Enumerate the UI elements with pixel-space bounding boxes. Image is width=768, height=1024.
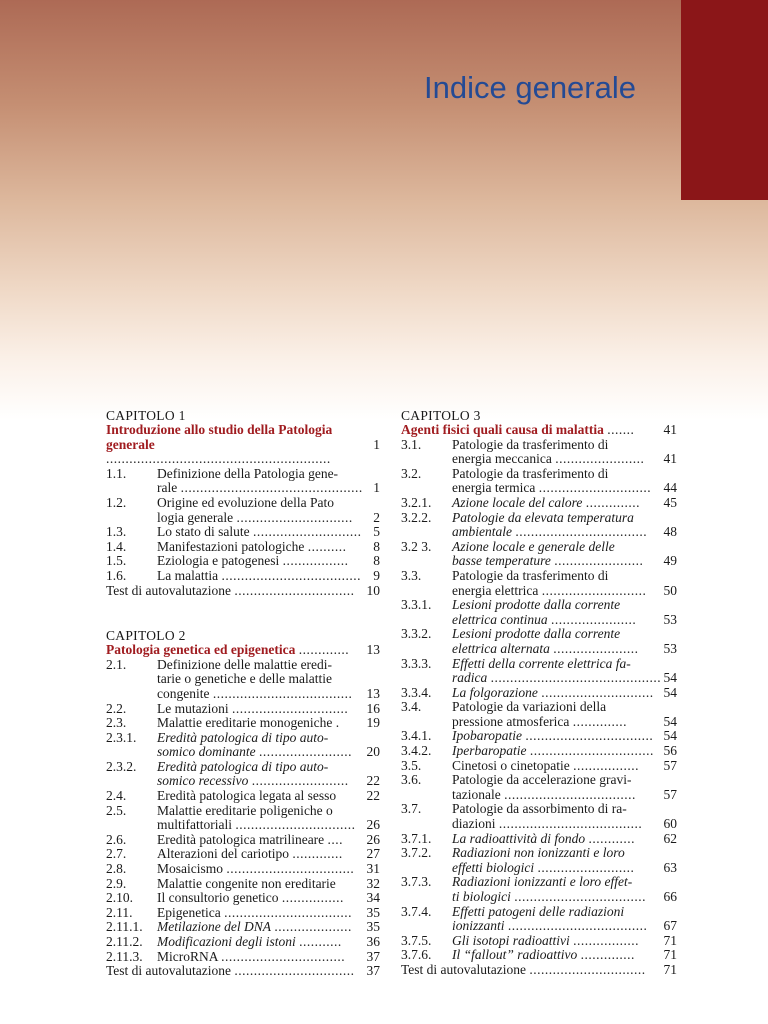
toc-test-2[interactable]: Test di autovalutazione ............................... 37 xyxy=(106,963,380,979)
toc-entry-2-11-1[interactable]: 2.11.1. Metilazione del DNA .................... 35 xyxy=(106,919,380,935)
chapter-2-label: CAPITOLO 2 xyxy=(106,628,186,644)
toc-entry-3-4-2[interactable]: 3.4.2. Iperbaropatie ................................ 56 xyxy=(401,743,677,759)
toc-entry-1-1[interactable]: 1.1. Definizione della Patologia gene- xyxy=(106,465,339,481)
toc-entry-3-2-3[interactable]: 3.2 3. Azione locale e generale delle xyxy=(401,538,615,554)
toc-entry-3-6[interactable]: 3.6. Patologie da accelerazione gravi- xyxy=(401,772,632,788)
toc-entry-3-5[interactable]: 3.5. Cinetosi o cinetopatie ................. 57 xyxy=(401,757,677,773)
toc-entry-2-1[interactable]: 2.1. Definizione delle malattie eredi- xyxy=(106,656,333,672)
toc-entry-3-7-5[interactable]: 3.7.5. Gli isotopi radioattivi ................. 71 xyxy=(401,932,677,948)
accent-red-block xyxy=(681,0,768,200)
toc-entry-3-3-2[interactable]: 3.3.2. Lesioni prodotte dalla corrente xyxy=(401,626,621,642)
toc-entry-3-2-2[interactable]: 3.2.2. Patologie da elevata temperatura xyxy=(401,509,634,525)
toc-entry-2-4[interactable]: 2.4. Eredità patologica legata al sesso 22 xyxy=(106,788,380,804)
toc-entry-3-7-3[interactable]: 3.7.3. Radiazioni ionizzanti e loro effet- xyxy=(401,874,633,890)
chapter-3-label: CAPITOLO 3 xyxy=(401,408,481,423)
toc-entry-2-11-3[interactable]: 2.11.3. MicroRNA ................................ 37 xyxy=(106,948,380,964)
page-title: Indice generale xyxy=(424,70,636,105)
toc-entry-2-5[interactable]: 2.5. Malattie ereditarie poligeniche o xyxy=(106,802,333,818)
toc-entry-3-7[interactable]: 3.7. Patologie da assorbimento di ra- xyxy=(401,801,627,817)
toc-entry-3-3[interactable]: 3.3. Patologie da trasferimento di xyxy=(401,567,609,583)
toc-entry-3-2-1[interactable]: 3.2.1. Azione locale del calore .............. 45 xyxy=(401,494,677,510)
toc-entry-2-11[interactable]: 2.11. Epigenetica ................................. 35 xyxy=(106,904,380,920)
toc-column-left: CAPITOLO 1 Introduzione allo studio della Patologia generale .......................................................... 1 1.1. Definizione della Patologia gene- rale ............................................... 1 1.2. Origine ed evoluzione della Pato logia generale .............................. 2 1.3. Lo stato di salute ............................ 5 1.4. Manifestazioni patologiche .......... 8 1.5. Eziologia e patogenesi ................. 8 1.6. La malattia .................................... 9 Test di autovalutazione ............................... 10 CAPITOLO 2 Patologia genetica ed epigenetica ............. 13 2.1. Definizione delle malattie eredi- tarie o genetiche e delle malattie congenite .................................... 13 2.2. Le mutazioni .............................. 16 2.3. Malattie ereditarie monogeniche . 19 2.3.1. Eredità patologica di tipo auto- somico dominante ........................ 20 2.3.2. Eredità patologica di tipo auto- somico recessivo ......................... 22 2.4. Eredità patologica legata al sesso 22 2.5. Malattie ereditarie poligeniche o multifattoriali ............................... 26 2.6. Eredità patologica matrilineare .... 26 2.7. Alterazioni del cariotipo ............. 27 2.8. Mosaicismo ................................. 31 2.9. Malattie congenite non ereditarie 32 2.10. Il consultorio genetico ................ 34 2.11. Epigenetica ................................. 35 2.11.1. Metilazione del DNA .................... 35 2.11.2. Modificazioni degli istoni ........... 36 2.11.3. MicroRNA ................................ 37 Test di autovalutazione ............................... 37 xyxy=(106,408,380,979)
toc-entry-3-7-2[interactable]: 3.7.2. Radiazioni non ionizzanti e loro xyxy=(401,845,625,861)
toc-entry-2-6[interactable]: 2.6. Eredità patologica matrilineare .... 26 xyxy=(106,831,380,847)
toc-entry-3-2[interactable]: 3.2. Patologie da trasferimento di xyxy=(401,465,609,481)
toc-entry-3-3-3[interactable]: 3.3.3. Effetti della corrente elettrica fa- xyxy=(401,655,631,671)
chapter-2-title[interactable]: Patologia genetica ed epigenetica ............. 13 xyxy=(106,642,380,658)
toc-entry-2-10[interactable]: 2.10. Il consultorio genetico ................ 34 xyxy=(106,890,380,906)
header-gradient-band xyxy=(0,0,768,420)
toc-entry-1-6[interactable]: 1.6. La malattia .................................... 9 xyxy=(106,567,380,583)
toc-entry-2-3-2[interactable]: 2.3.2. Eredità patologica di tipo auto- xyxy=(106,758,329,774)
toc-entry-1-3[interactable]: 1.3. Lo stato di salute ............................ 5 xyxy=(106,524,380,540)
toc-test-1[interactable]: Test di autovalutazione ............................... 10 xyxy=(106,582,380,598)
toc-entry-1-5[interactable]: 1.5. Eziologia e patogenesi ................. 8 xyxy=(106,553,380,569)
toc-entry-1-2[interactable]: 1.2. Origine ed evoluzione della Pato xyxy=(106,494,334,510)
toc-entry-2-3-1[interactable]: 2.3.1. Eredità patologica di tipo auto- xyxy=(106,729,329,745)
toc-entry-3-7-1[interactable]: 3.7.1. La radioattività di fondo ............ 62 xyxy=(401,830,677,846)
toc-entry-2-9[interactable]: 2.9. Malattie congenite non ereditarie 32 xyxy=(106,875,380,891)
toc-entry-3-4[interactable]: 3.4. Patologie da variazioni della xyxy=(401,699,607,715)
toc-test-3[interactable]: Test di autovalutazione .............................. 71 xyxy=(401,961,677,977)
toc-entry-2-7[interactable]: 2.7. Alterazioni del cariotipo ............. 27 xyxy=(106,846,380,862)
toc-entry-1-4[interactable]: 1.4. Manifestazioni patologiche .......... 8 xyxy=(106,538,380,554)
toc-entry-3-7-4[interactable]: 3.7.4. Effetti patogeni delle radiazioni xyxy=(401,903,625,919)
chapter-3-title[interactable]: Agenti fisici quali causa di malattia ....... 41 xyxy=(401,422,677,437)
toc-entry-3-1[interactable]: 3.1. Patologie da trasferimento di xyxy=(401,436,609,452)
chapter-1-label: CAPITOLO 1 xyxy=(106,408,186,423)
toc-entry-2-3[interactable]: 2.3. Malattie ereditarie monogeniche . 19 xyxy=(106,715,380,731)
toc-entry-2-8[interactable]: 2.8. Mosaicismo ................................. 31 xyxy=(106,861,380,877)
toc-entry-2-2[interactable]: 2.2. Le mutazioni .............................. 16 xyxy=(106,700,380,716)
page-number: 1 xyxy=(373,436,380,452)
chapter-1-title[interactable]: Introduzione allo studio della Patologia xyxy=(106,422,333,437)
chapter-1-title-cont[interactable]: generale .......................................................... 1 xyxy=(106,436,380,467)
toc-entry-3-7-6[interactable]: 3.7.6. Il “fallout” radioattivo .............. 71 xyxy=(401,947,677,963)
toc-entry-3-3-4[interactable]: 3.3.4. La folgorazione ............................. 54 xyxy=(401,684,677,700)
toc-column-right: CAPITOLO 3 Agenti fisici quali causa di malattia ....... 41 3.1. Patologie da trasferimento di energia meccanica ....................... 41 3.2. Patologie da trasferimento di energia termica ............................. 44 3.2.1. Azione locale del calore .............. 45 3.2.2. Patologie da elevata temperatura ambientale .................................. 48 3.2 3. Azione locale e generale delle basse temperature ....................... 49 3.3. Patologie da trasferimento di energia elettrica ........................... 50 3.3.1. Lesioni prodotte dalla corrente elettrica continua ...................... 53 3.3.2. Lesioni prodotte dalla corrente elettrica alternata ...................... 53 3.3.3. Effetti della corrente elettrica fa- radica ............................................ 54 3.3.4. La folgorazione ............................. 54 3.4. Patologie da variazioni della pressione atmosferica .............. 54 3.4.1. Ipobaropatie ................................. 54 3.4.2. Iperbaropatie ................................ 56 3.5. Cinetosi o cinetopatie ................. 57 3.6. Patologie da accelerazione gravi- tazionale .................................. 57 3.7. Patologie da assorbimento di ra- diazioni ..................................... 60 3.7.1. La radioattività di fondo ............ 62 3.7.2. Radiazioni non ionizzanti e loro effetti biologici ......................... 63 3.7.3. Radiazioni ionizzanti e loro effet- ti biologici .................................. 66 3.7.4. Effetti patogeni delle radiazioni ionizzanti .................................... 67 3.7.5. Gli isotopi radioattivi ................. 71 3.7.6. Il “fallout” radioattivo .............. 71 Test di autovalutazione .............................. 71 xyxy=(401,408,677,977)
toc-entry-3-3-1[interactable]: 3.3.1. Lesioni prodotte dalla corrente xyxy=(401,597,621,613)
toc-entry-3-4-1[interactable]: 3.4.1. Ipobaropatie ................................. 54 xyxy=(401,728,677,744)
toc-entry-2-11-2[interactable]: 2.11.2. Modificazioni degli istoni ........... 36 xyxy=(106,934,380,949)
